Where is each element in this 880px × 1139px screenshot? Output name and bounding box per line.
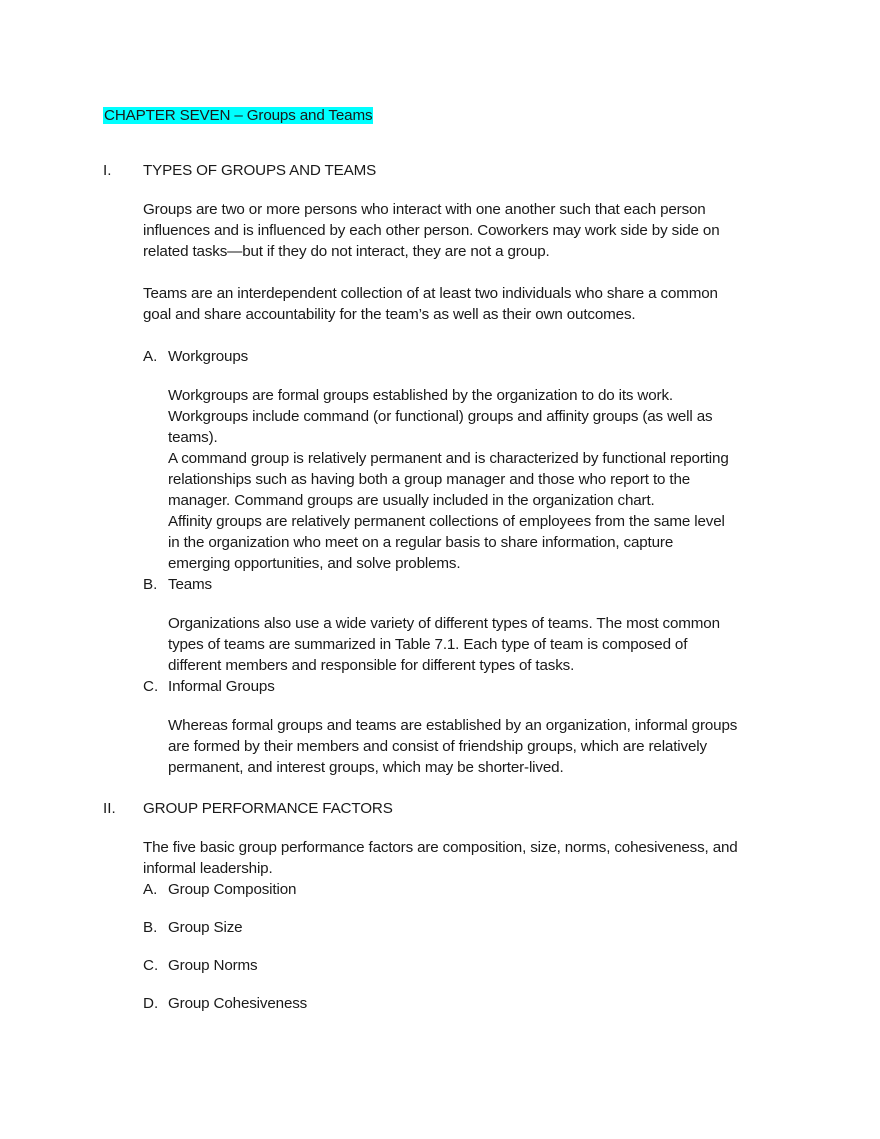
paragraph-line: permanent, and interest groups, which may be shorter-lived.	[168, 759, 564, 776]
subsection-title: Group Size	[168, 919, 243, 936]
paragraph-line: Whereas formal groups and teams are established by an organization, informal groups	[168, 717, 738, 734]
paragraph-line: The five basic group performance factors are composition, size, norms, cohesiveness, and	[143, 839, 738, 856]
paragraph-line: are formed by their members and consist of friendship groups, which are relatively	[168, 738, 707, 755]
paragraph-line: Workgroups are formal groups established by the organization to do its work.	[168, 387, 673, 404]
paragraph-line: Workgroups include command (or functional) groups and affinity groups (as well as	[168, 408, 713, 425]
paragraph-line: relationships such as having both a group manager and those who report to the	[168, 471, 691, 488]
section-2-heading: GROUP PERFORMANCE FACTORS	[143, 800, 393, 817]
paragraph-line: A command group is relatively permanent and is characterized by functional reporting	[168, 450, 729, 467]
paragraph-line: goal and share accountability for the team’s as well as their own outcomes.	[143, 306, 636, 323]
paragraph-line: types of teams are summarized in Table 7.1. Each type of team is composed of	[168, 636, 688, 653]
paragraph-line: teams).	[168, 429, 218, 446]
paragraph-line: emerging opportunities, and solve problems.	[168, 555, 461, 572]
paragraph-line: related tasks—but if they do not interact, they are not a group.	[143, 243, 550, 260]
paragraph-line: Groups are two or more persons who interact with one another such that each person	[143, 201, 706, 218]
chapter-title	[103, 105, 373, 126]
section-1-heading: TYPES OF GROUPS AND TEAMS	[143, 162, 377, 179]
paragraph-line: manager. Command groups are usually included in the organization chart.	[168, 492, 655, 509]
subsection-letter: A.	[143, 348, 158, 365]
section-1-numeral: I.	[103, 162, 112, 179]
subsection-letter: C.	[143, 678, 159, 695]
chapter-title-text: CHAPTER SEVEN – Groups and Teams	[104, 107, 373, 124]
paragraph-line: Affinity groups are relatively permanent collections of employees from the same level	[168, 513, 725, 530]
subsection-title: Group Norms	[168, 957, 258, 974]
paragraph-line: in the organization who meet on a regular basis to share information, capture	[168, 534, 674, 551]
subsection-title: Informal Groups	[168, 678, 275, 695]
subsection-title: Group Composition	[168, 881, 297, 898]
paragraph-line: influences and is influenced by each other person. Coworkers may work side by side on	[143, 222, 720, 239]
subsection-letter: B.	[143, 576, 158, 593]
subsection-letter: A.	[143, 881, 158, 898]
subsection-letter: D.	[143, 995, 159, 1012]
subsection-title: Group Cohesiveness	[168, 995, 308, 1012]
paragraph-line: Organizations also use a wide variety of different types of teams. The most common	[168, 615, 720, 632]
subsection-title: Teams	[168, 576, 212, 593]
subsection-title: Workgroups	[168, 348, 249, 365]
paragraph-line: informal leadership.	[143, 860, 273, 877]
paragraph-line: Teams are an interdependent collection of at least two individuals who share a common	[143, 285, 718, 302]
section-2-numeral: II.	[103, 800, 116, 817]
subsection-letter: C.	[143, 957, 159, 974]
paragraph-line: different members and responsible for different types of tasks.	[168, 657, 575, 674]
subsection-letter: B.	[143, 919, 158, 936]
